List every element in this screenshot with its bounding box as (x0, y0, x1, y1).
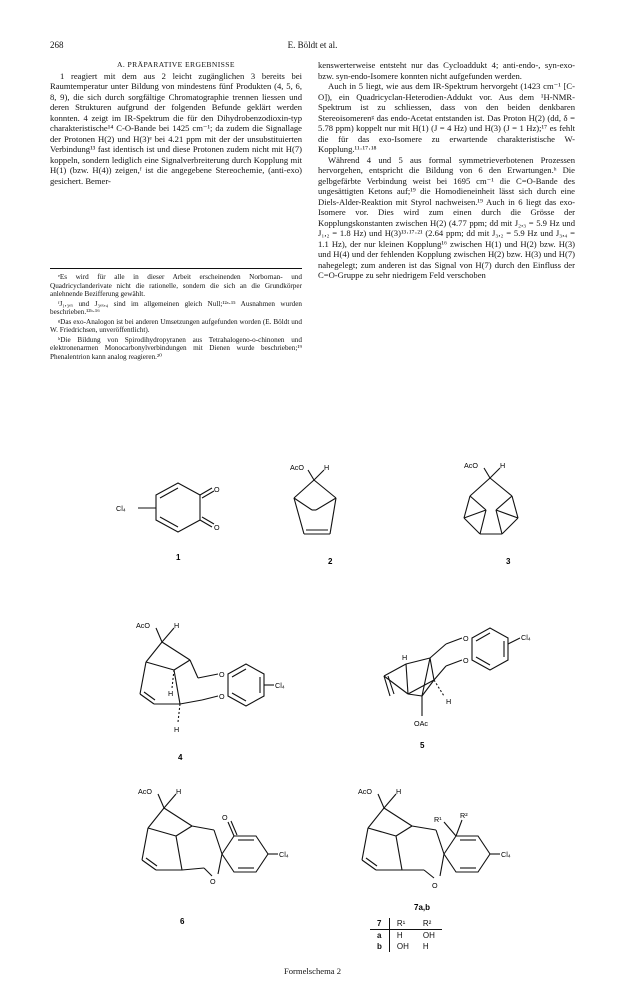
footnote: ʰDie Bildung von Spirodihydropyranen aus Tetrahalogeno-o-chinonen und elektronenarmen Monocarbonylverbindungen mit Dienen wurde beschrieben;¹⁹ Phenalentrion kann analog reagieren.²⁰ (50, 335, 302, 361)
compound-number: 1 (176, 553, 181, 562)
atom-label: O (214, 523, 220, 532)
atom-label: O (219, 692, 225, 701)
structure-3 (440, 452, 540, 572)
table-row (370, 930, 442, 942)
atom-label: AcO (290, 463, 304, 472)
atom-label: AcO (136, 621, 150, 630)
substituent-label: Cl₄ (501, 850, 511, 859)
atom-label: O (210, 877, 216, 886)
atom-label: O (214, 485, 220, 494)
footnote-rule (50, 268, 302, 269)
table-header: R¹ (389, 918, 416, 930)
section-title: A. PRÄPARATIVE ERGEBNISSE (117, 60, 235, 69)
right-paragraph: kenswerterweise entsteht nur das Cycloaddukt 4; anti-endo-, syn-exo- bzw. syn-endo-Isomere konnten nicht aufgefunden werden. (318, 60, 575, 81)
atom-label: OAc (414, 719, 428, 728)
structure-1 (108, 470, 238, 580)
scheme-caption: Formelschema 2 (283, 966, 342, 976)
atom-label: R² (460, 811, 468, 820)
table-header-row (370, 918, 442, 930)
right-column (318, 60, 575, 281)
structure-2 (272, 452, 362, 572)
substituent-label: Cl₄ (521, 633, 531, 642)
substituent-label: Cl₄ (116, 504, 126, 513)
atom-label: H (396, 787, 402, 796)
structure-5 (354, 598, 574, 758)
table-cell: OH (396, 942, 409, 951)
structure-7 (338, 778, 568, 918)
table-cell: H (422, 942, 429, 951)
table-cell: a (370, 930, 389, 942)
left-paragraph: 1 reagiert mit dem aus 2 leicht zugänglichen 3 bereits bei Raumtemperatur unter Bildung von mindestens fünf Produkten (4, 5, 6, 8, 9), die sich durch sorgfältige Chromatographie trennen liessen und deren Strukturen aufgrund der folgenden Befunde geklärt werden konnten. 4 zeigt im IR-Spektrum die für den Dihydrobenzodioxin-typ charakteristische¹⁴ C-O-Bande bei 1425 cm⁻¹; da zudem die Signallage der Protonen H(2) und H(3)ᵉ bei 4.21 ppm mit der der unsubstituierten Verbindung¹³ fast identisch ist und diese Protonen zudem nicht mit H(7) koppeln, sondern lediglich eine Signalverbreiterung durch Kopplung mit H(1) (bzw. H(4)) zeigen,ᶠ ist die angegebene Stereochemie, (anti-exo) gesichert. Bemer- (50, 70, 302, 186)
footnote: ᶠJ₁,₃ₑₓ und J₃ₑₓ,₄ sind im allgemeinen gleich Null;¹²ᵃ·¹⁵ Ausnahmen wurden beschrieben.¹²ᵇ·¹⁶ (50, 299, 302, 317)
atom-label: H (324, 463, 330, 472)
table-cell: b (370, 941, 389, 952)
footnote: ᵉEs wird für alle in dieser Arbeit erscheinenden Norbornan- und Quadricyclanderivate nicht die rationelle, sondern die sich an die Grundkörper anlehnende Bezifferung gewählt. (50, 273, 302, 299)
footnotes (50, 273, 302, 362)
table-cell: H (396, 931, 403, 940)
atom-label: H (174, 725, 180, 734)
compound-number: 7a,b (414, 903, 431, 912)
substituent-label: Cl₄ (275, 681, 285, 690)
table-cell: OH (422, 931, 435, 940)
atom-label: AcO (358, 787, 372, 796)
atom-label: H (446, 697, 452, 706)
substituent-label: Cl₄ (279, 850, 289, 859)
table-row (370, 941, 442, 952)
left-column (50, 60, 302, 186)
atom-label: R¹ (434, 815, 442, 824)
atom-label: AcO (464, 461, 478, 470)
structure-4 (118, 608, 308, 768)
compound-number: 6 (180, 917, 185, 926)
footnote: ᵍDas exo-Analogon ist bei anderen Umsetzungen aufgefunden worden (E. Böldt und W. Friedrichsen, unveröffentlicht). (50, 317, 302, 335)
atom-label: O (463, 634, 469, 643)
page-number: 268 (50, 40, 64, 50)
atom-label: AcO (138, 787, 152, 796)
structure-6 (118, 778, 318, 928)
compound-number: 2 (328, 557, 333, 566)
right-paragraph: Auch in 5 liegt, wie aus dem IR-Spektrum hervorgeht (1423 cm⁻¹ [C-O]), ein Quadricyclan-Heterodien-Addukt vor. Aus dem ¹H-NMR-Spektrum ist zu schliessen, dass von den beiden denkbaren Stereoisomerenᵍ das endo-Acetat entstanden ist. Das Proton H(2) (dd, δ = 5.78 ppm) koppelt nur mit H(1) (J = 4 Hz) und H(3) (J = 1 Hz);¹⁷ es fehlt die für das exo-Isomere zu erwartende charakteristische W-Kopplung.¹¹·¹⁷·¹⁸ (318, 81, 575, 154)
atom-label: O (219, 670, 225, 679)
atom-label: O (432, 881, 438, 890)
substituent-table (370, 918, 442, 952)
table-header: 7 (370, 918, 389, 930)
atom-label: H (500, 461, 506, 470)
atom-label: O (222, 813, 228, 822)
compound-number: 5 (420, 741, 425, 750)
right-paragraph: Während 4 und 5 aus formal symmetrieverbotenen Prozessen hervorgehen, entspricht die Bildung von 6 den Erwartungen.ʰ Die gelbgefärbte Verbindung weist bei 1695 cm⁻¹ die C=O-Bande des ungesättigten Ketons auf;¹⁹ die Homodieneinheit lässt sich durch eine Diels-Alder-Reaktion mit Styrol nachweisen.¹⁹ Auch in 6 liegt das exo-Isomere vor. Dies wird zum einen durch die Grösse der Kopplungskonstanten zwischen H(2) (4.77 ppm; dd mit J₂,₃ = 5.9 Hz und J₁,₂ = 1.8 Hz) und H(3)¹³·¹⁷·²¹ (2.64 ppm; dd mit J₃,₂ = 5.9 Hz und J₃,₄ = 1.1 Hz), der nur kleinen Kopplung¹⁶ zwischen H(1) und H(2) bzw. H(3) und H(4) und der fehlenden Kopplung zwischen H(2) bzw. H(3) und H(7) nahegelegt; zum anderen ist das Signal von H(7) durch den Einfluss der C=O-Gruppe zu sehr niedrigem Feld verschoben (318, 154, 575, 280)
atom-label: H (168, 689, 174, 698)
table-header: R² (416, 918, 442, 930)
atom-label: O (463, 656, 469, 665)
compound-number: 4 (178, 753, 183, 762)
atom-label: H (402, 653, 408, 662)
compound-number: 3 (506, 557, 511, 566)
atom-label: H (174, 621, 180, 630)
running-title: E. Böldt et al. (287, 40, 338, 50)
atom-label: H (176, 787, 182, 796)
